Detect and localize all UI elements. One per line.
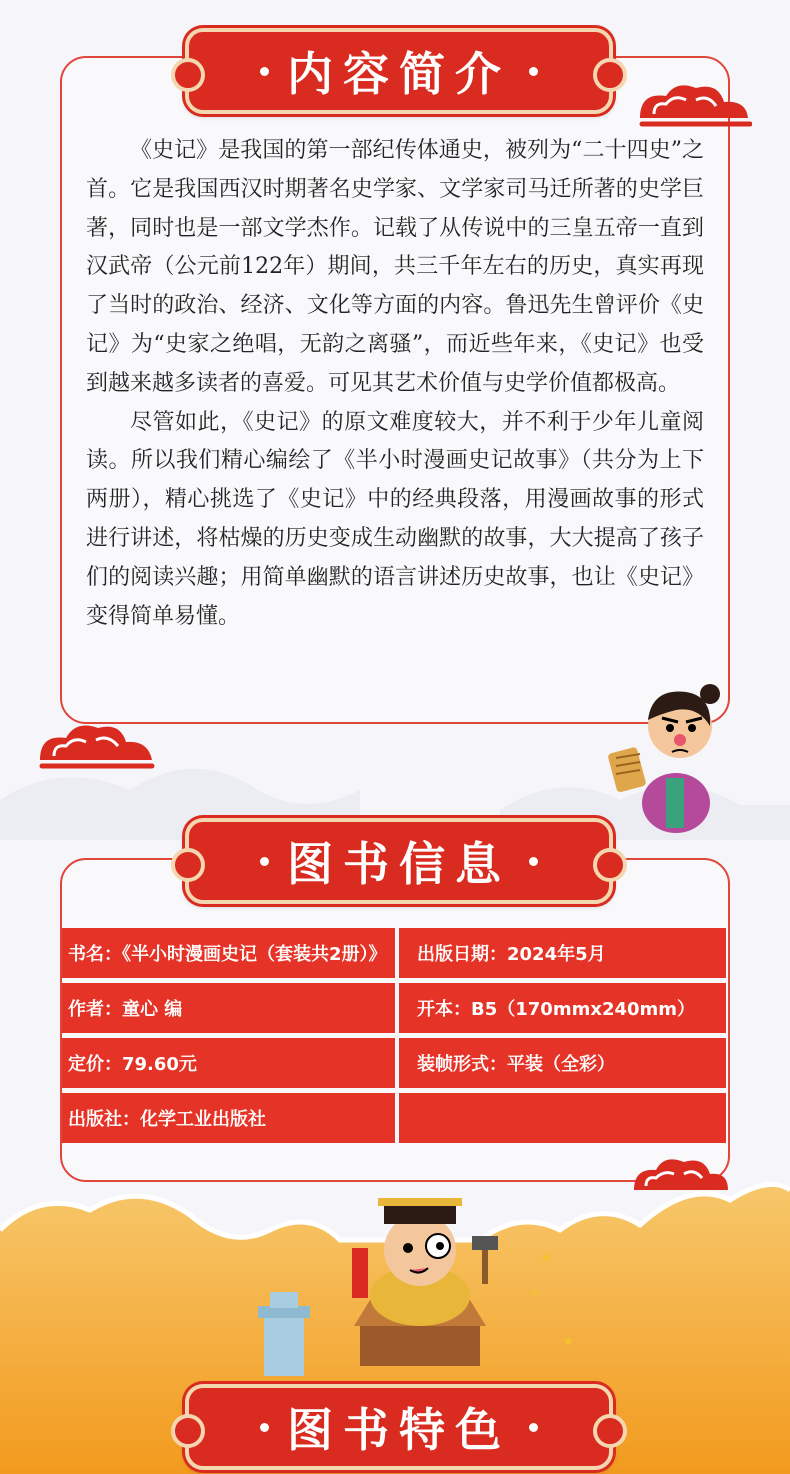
cloud-swirl-icon (630, 1152, 730, 1202)
info-row (62, 928, 726, 978)
features-title-banner (185, 1384, 613, 1470)
pub-date-cell: 出版日期：2024年5月 (399, 928, 726, 978)
author-cell: 作者：童心 编 (62, 983, 395, 1033)
info-title-banner (185, 818, 613, 904)
info-title: 图书信息 (287, 837, 511, 891)
cartoon-scholar-icon (250, 1196, 590, 1392)
price-cell: 定价：79.60元 (62, 1038, 395, 1088)
intro-title-banner (185, 28, 613, 114)
banner-knob-right (593, 848, 627, 882)
svg-text:★: ★ (562, 1334, 575, 1350)
banner-knob-left (171, 1414, 205, 1448)
intro-paragraph-1: 《史记》是我国的第一部纪传体通史，被列为“二十四史”之首。它是我国西汉时期著名史学家、文学家司马迁所著的史学巨著，同时也是一部文学杰作。记载了从传说中的三皇五帝一直到汉武帝（公元前122年）期间，共三千年左右的历史，真实再现了当时的政治、经济、文化等方面的内容。鲁迅先生曾评价《史记》为“史家之绝唱，无韵之离骚”，而近些年来，《史记》也受到越来越多读者的喜爱。可见其艺术价值与史学价值都极高。 (86, 138, 704, 396)
format-cell: 开本：B5（170mmx240mm） (399, 983, 726, 1033)
empty-cell (399, 1093, 726, 1143)
intro-paragraph-2: 尽管如此，《史记》的原文难度较大，并不利于少年儿童阅读。所以我们精心编绘了《半小时漫画史记故事》（共分为上下两册），精心挑选了《史记》中的经典段落，用漫画故事的形式进行讲述，将枯燥的历史变成生动幽默的故事，大大提高了孩子们的阅读兴趣；用简单幽默的语言讲述历史故事，也让《史记》变得简单易懂。 (86, 409, 704, 629)
features-title: 图书特色 (287, 1403, 511, 1457)
intro-title: 内容简介 (287, 47, 511, 101)
cartoon-historian-icon (606, 678, 736, 833)
svg-text:★: ★ (540, 1250, 553, 1266)
banner-knob-right (593, 1414, 627, 1448)
info-row (62, 983, 726, 1033)
banner-knob-left (171, 58, 205, 92)
banner-dot-right (529, 1423, 538, 1432)
banner-knob-right (593, 58, 627, 92)
binding-cell: 装帧形式：平装（全彩） (399, 1038, 726, 1088)
cloud-swirl-icon (632, 78, 752, 134)
banner-dot-left (260, 67, 269, 76)
book-info-table (62, 928, 726, 1148)
banner-dot-left (260, 1423, 269, 1432)
banner-dot-left (260, 857, 269, 866)
banner-dot-right (529, 67, 538, 76)
publisher-cell: 出版社：化学工业出版社 (62, 1093, 395, 1143)
cloud-swirl-icon (36, 716, 156, 776)
banner-knob-left (171, 848, 205, 882)
svg-text:★: ★ (530, 1288, 539, 1299)
info-row (62, 1093, 726, 1143)
intro-text (86, 132, 704, 636)
banner-dot-right (529, 857, 538, 866)
book-name-cell: 书名：《半小时漫画史记（套装共2册）》 (62, 928, 395, 978)
info-row (62, 1038, 726, 1088)
